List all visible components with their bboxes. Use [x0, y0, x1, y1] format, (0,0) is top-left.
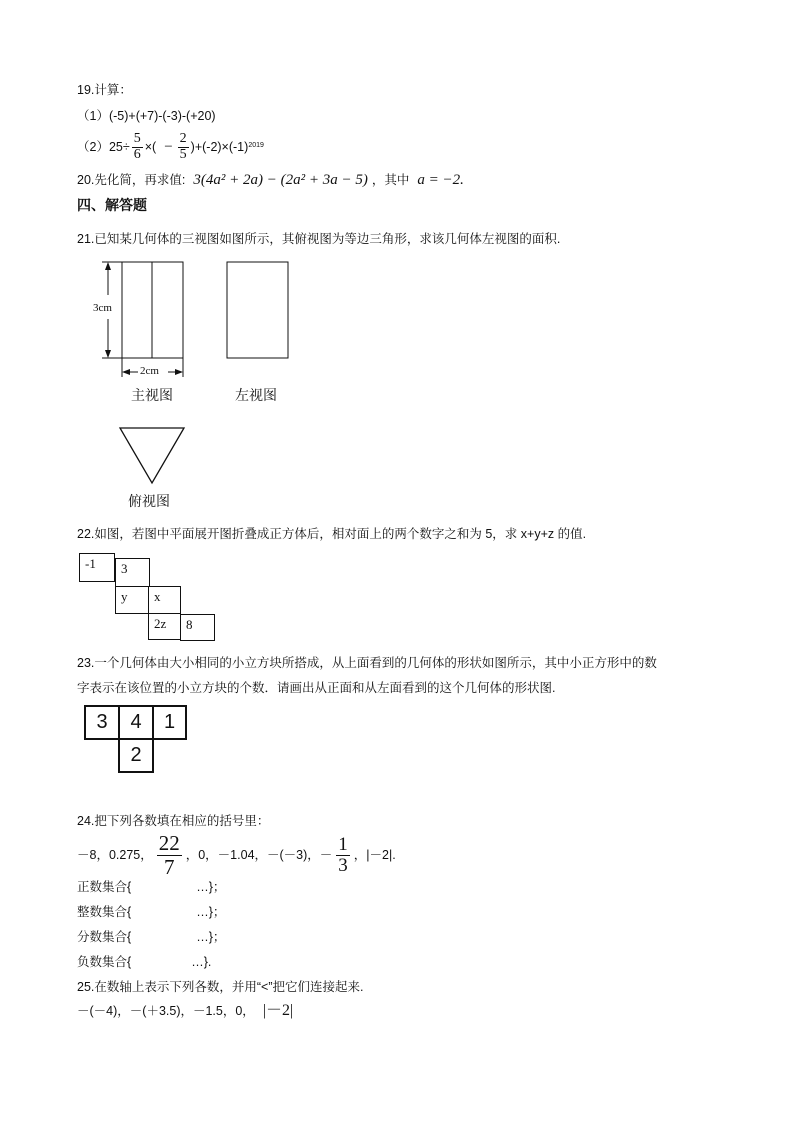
set-tail: …}； [196, 930, 226, 944]
top-view-cell-2: 4 [118, 705, 154, 740]
set-tail: …}. [191, 955, 212, 969]
q24-numbers-b: ，0，－1.04，－(－3)，－ [185, 848, 333, 862]
net-cell-c: 8 [180, 614, 215, 641]
q25-number-list: －(－4)，－(＋3.5)，－1.5，0， [77, 1004, 255, 1018]
q24-numbers-a: －8，0.275， [77, 848, 153, 862]
q22-text: 22.如图，若图中平面展开图折叠成正方体后，相对面上的两个数字之和为 5，求 x+y+z 的值. [77, 527, 587, 541]
set-tail: …}； [196, 880, 226, 894]
q19-part2-prefix: （2）25÷ [77, 140, 130, 155]
set-fraction [77, 929, 225, 945]
set-name: 分数集合{ [77, 930, 132, 944]
net-cell-a: -1 [79, 553, 115, 582]
fraction-numerator: 22 [158, 831, 180, 856]
fraction-numerator: 5 [133, 131, 141, 146]
q23-line2: 字表示在该位置的小立方块的个数．请画出从正面和从左面看到的这个几何体的形状图. [77, 681, 556, 695]
fraction-2-5 [178, 132, 189, 162]
section-heading: 四、解答题 [77, 197, 147, 213]
q24-numbers [77, 831, 396, 879]
fraction-denominator: 3 [338, 854, 348, 876]
q20-mid: ，其中 [371, 173, 410, 187]
set-negative [77, 954, 211, 970]
left-view-label: 左视图 [235, 387, 277, 403]
set-integer [77, 904, 225, 920]
q23-line1: 23.一个几何体由大小相同的小立方块所搭成，从上面看到的几何体的形状如图所示，其中小正方形中的数 [77, 656, 657, 670]
net-cell-z: 2z [148, 613, 181, 640]
net-cell-x: x [148, 586, 181, 614]
arrow-down-icon [105, 350, 111, 358]
top-view-cell-1: 3 [84, 705, 120, 740]
arrow-left-icon [122, 369, 130, 375]
fraction-denominator: 5 [179, 146, 187, 162]
top-view-cell-4: 2 [118, 738, 154, 773]
set-name: 负数集合{ [77, 955, 132, 969]
arrow-right-icon [175, 369, 183, 375]
exponent: 2019 [248, 142, 264, 149]
three-view-diagram [80, 255, 320, 515]
arrow-up-icon [105, 262, 111, 270]
q20-lead: 20.先化简，再求值: [77, 173, 186, 187]
net-cell-y: y [115, 586, 149, 614]
q25-text: 25.在数轴上表示下列各数，并用“<”把它们连接起来. [77, 980, 364, 994]
q24-title: 24.把下列各数填在相应的括号里： [77, 814, 270, 828]
top-view-triangle [120, 428, 184, 483]
q20-condition: a = −2. [417, 172, 464, 188]
q25-numbers [77, 1003, 293, 1019]
set-positive [77, 879, 225, 895]
front-view-label: 主视图 [131, 387, 173, 403]
minus-sign: − [164, 139, 173, 156]
q19-part2 [77, 132, 264, 162]
fraction-5-6 [132, 132, 143, 162]
fraction-denominator: 6 [133, 146, 141, 162]
fraction-22-7 [157, 832, 182, 877]
fraction-numerator: 1 [338, 833, 348, 855]
top-view-cell-3: 1 [152, 705, 187, 740]
q21-text: 21.已知某几何体的三视图如图所示，其俯视图为等边三角形，求该几何体左视图的面积. [77, 232, 561, 246]
net-cell-b: 3 [115, 558, 150, 587]
q24-numbers-c: ，|－2|. [353, 848, 396, 862]
q19-part2-mid: ×( [144, 140, 157, 155]
set-name: 正数集合{ [77, 880, 132, 894]
fraction-1-3 [336, 835, 350, 876]
q20 [77, 172, 464, 188]
q19-title: 19.计算： [77, 83, 132, 97]
width-label: 2cm [140, 365, 159, 377]
set-tail: …}； [196, 905, 226, 919]
q19-part1: （1）(-5)+(+7)-(-3)-(+20) [77, 109, 216, 123]
fraction-numerator: 2 [179, 131, 187, 146]
q19-part2-tail: )+(-2)×(-1) [190, 140, 249, 155]
q25-abs-value: |－2| [262, 1002, 294, 1019]
left-view-rect [227, 262, 288, 358]
top-view-label: 俯视图 [128, 493, 170, 509]
set-name: 整数集合{ [77, 905, 132, 919]
height-label: 3cm [93, 302, 112, 314]
fraction-denominator: 7 [163, 854, 175, 879]
q20-expression: 3(4a² + 2a) − (2a² + 3a − 5) [193, 172, 368, 188]
